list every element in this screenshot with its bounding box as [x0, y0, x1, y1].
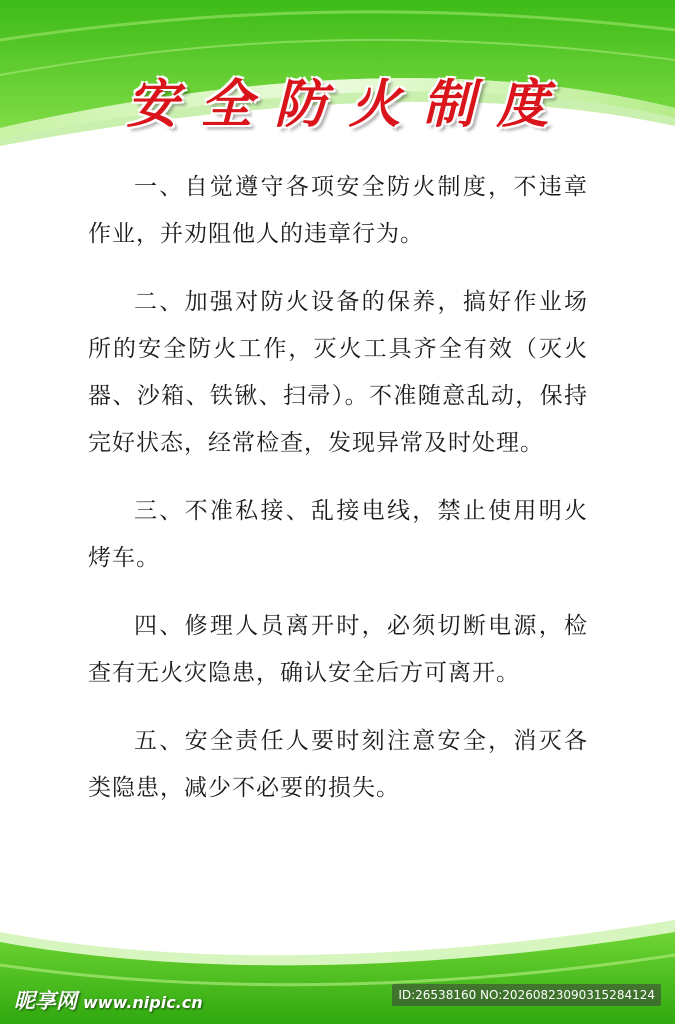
- watermark-site-text: www.nipic.cn: [83, 993, 203, 1012]
- rule-paragraph-2: 二、加强对防火设备的保养，搞好作业场所的安全防火工作，灭火工具齐全有效（灭火器、沙箱、铁锹、扫帚）。不准随意乱动，保持完好状态，经常检查，发现异常及时处理。: [88, 289, 588, 456]
- page-title: 安全防火制度: [126, 74, 571, 135]
- watermark-id-badge: ID:26538160 NO:20260823090315284124: [392, 984, 661, 1006]
- watermark-logo: [14, 985, 203, 1015]
- rules-content: [88, 164, 588, 833]
- rule-paragraph-4: 四、修理人员离开时，必须切断电源，检查有无火灾隐患，确认安全后方可离开。: [88, 613, 588, 686]
- watermark-logo-text: 昵享网: [14, 989, 77, 1013]
- rule-paragraph-1: 一、自觉遵守各项安全防火制度，不违章作业，并劝阻他人的违章行为。: [88, 174, 588, 247]
- rule-paragraph-3: 三、不准私接、乱接电线，禁止使用明火烤车。: [88, 498, 588, 571]
- rule-paragraph-5: 五、安全责任人要时刻注意安全，消灭各类隐患，减少不必要的损失。: [88, 728, 588, 801]
